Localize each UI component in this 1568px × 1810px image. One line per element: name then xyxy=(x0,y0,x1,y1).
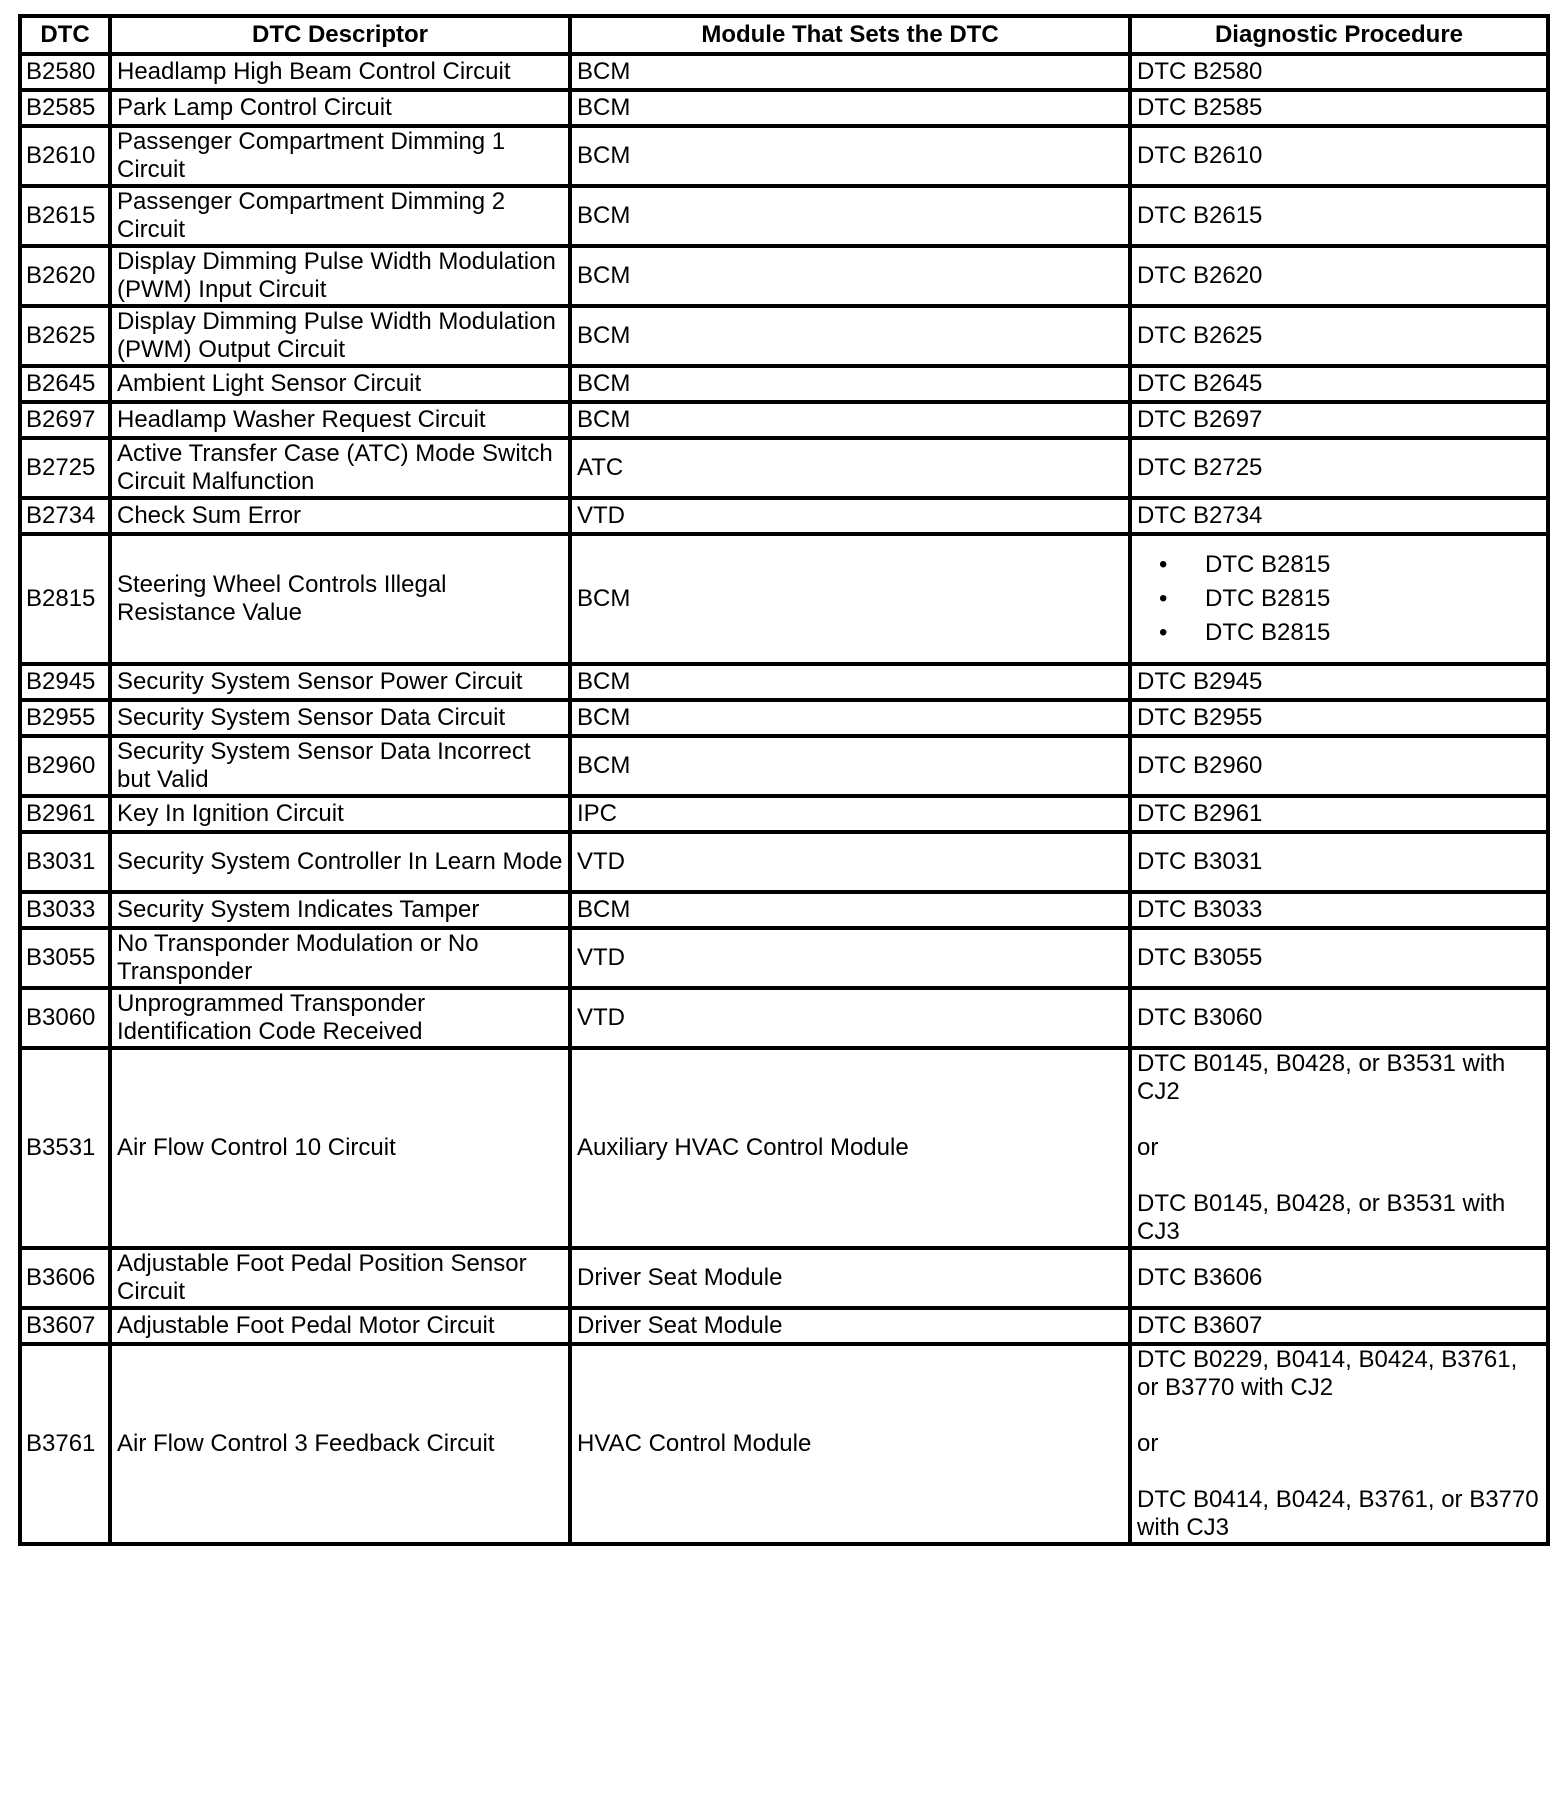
procedure-list-item: • DTC B2815 xyxy=(1205,548,1541,582)
dtc-code: B3060 xyxy=(20,988,110,1048)
procedure-list xyxy=(1137,548,1541,650)
table-row xyxy=(20,54,1548,90)
dtc-module: BCM xyxy=(570,186,1130,246)
dtc-module: BCM xyxy=(570,306,1130,366)
header-descriptor: DTC Descriptor xyxy=(110,16,570,54)
dtc-code: B2585 xyxy=(20,90,110,126)
header-module: Module That Sets the DTC xyxy=(570,16,1130,54)
dtc-code: B2697 xyxy=(20,402,110,438)
table-row xyxy=(20,1344,1548,1544)
dtc-module: VTD xyxy=(570,498,1130,534)
table-row xyxy=(20,366,1548,402)
dtc-code: B2625 xyxy=(20,306,110,366)
dtc-code: B2955 xyxy=(20,700,110,736)
dtc-descriptor: Passenger Compartment Dimming 1 Circuit xyxy=(110,126,570,186)
diagnostic-procedure: DTC B3055 xyxy=(1130,928,1548,988)
procedure-option: DTC B0414, B0424, B3761, or B3770 with CJ3 xyxy=(1137,1486,1539,1541)
dtc-module: BCM xyxy=(570,246,1130,306)
dtc-code: B3033 xyxy=(20,892,110,928)
dtc-code: B2620 xyxy=(20,246,110,306)
dtc-descriptor: Headlamp High Beam Control Circuit xyxy=(110,54,570,90)
table-row xyxy=(20,736,1548,796)
dtc-descriptor: Steering Wheel Controls Illegal Resistance Value xyxy=(110,534,570,664)
dtc-code: B3055 xyxy=(20,928,110,988)
dtc-module: BCM xyxy=(570,892,1130,928)
dtc-module: BCM xyxy=(570,534,1130,664)
dtc-module: BCM xyxy=(570,366,1130,402)
dtc-code: B2725 xyxy=(20,438,110,498)
dtc-descriptor: Display Dimming Pulse Width Modulation (PWM) Input Circuit xyxy=(110,246,570,306)
dtc-module: BCM xyxy=(570,664,1130,700)
dtc-descriptor: Ambient Light Sensor Circuit xyxy=(110,366,570,402)
table-row xyxy=(20,700,1548,736)
procedure-option: DTC B0229, B0414, B0424, B3761, or B3770 with CJ2 xyxy=(1137,1346,1518,1401)
procedure-list-item: • DTC B2815 xyxy=(1205,582,1541,616)
dtc-module: VTD xyxy=(570,832,1130,892)
dtc-module: VTD xyxy=(570,928,1130,988)
dtc-code: B3606 xyxy=(20,1248,110,1308)
diagnostic-procedure: DTC B2620 xyxy=(1130,246,1548,306)
table-row xyxy=(20,126,1548,186)
dtc-code: B3761 xyxy=(20,1344,110,1544)
dtc-descriptor: Security System Controller In Learn Mode xyxy=(110,832,570,892)
table-row xyxy=(20,534,1548,664)
diagnostic-procedure: DTC B2585 xyxy=(1130,90,1548,126)
procedure-option: DTC B0145, B0428, or B3531 with CJ3 xyxy=(1137,1190,1506,1245)
procedure-or-text: or xyxy=(1137,1430,1159,1457)
dtc-descriptor: Security System Indicates Tamper xyxy=(110,892,570,928)
dtc-descriptor: Security System Sensor Data Incorrect but Valid xyxy=(110,736,570,796)
dtc-code: B3607 xyxy=(20,1308,110,1344)
procedure-option: DTC B0145, B0428, or B3531 with CJ2 xyxy=(1137,1050,1506,1105)
dtc-descriptor: Adjustable Foot Pedal Motor Circuit xyxy=(110,1308,570,1344)
diagnostic-procedure: DTC B2955 xyxy=(1130,700,1548,736)
dtc-code: B2945 xyxy=(20,664,110,700)
diagnostic-procedure: DTC B2945 xyxy=(1130,664,1548,700)
diagnostic-procedure xyxy=(1130,534,1548,664)
dtc-module: BCM xyxy=(570,736,1130,796)
dtc-code: B2580 xyxy=(20,54,110,90)
header-procedure: Diagnostic Procedure xyxy=(1130,16,1548,54)
diagnostic-procedure: DTC B3031 xyxy=(1130,832,1548,892)
dtc-descriptor: Passenger Compartment Dimming 2 Circuit xyxy=(110,186,570,246)
procedure-list-item: • DTC B2815 xyxy=(1205,616,1541,650)
dtc-descriptor: Adjustable Foot Pedal Position Sensor Circuit xyxy=(110,1248,570,1308)
dtc-module: BCM xyxy=(570,700,1130,736)
dtc-module: IPC xyxy=(570,796,1130,832)
table-row xyxy=(20,832,1548,892)
dtc-module: VTD xyxy=(570,988,1130,1048)
dtc-module: ATC xyxy=(570,438,1130,498)
table-row xyxy=(20,306,1548,366)
diagnostic-procedure: DTC B3060 xyxy=(1130,988,1548,1048)
table-header xyxy=(20,16,1548,54)
dtc-descriptor: Air Flow Control 10 Circuit xyxy=(110,1048,570,1248)
table-row xyxy=(20,928,1548,988)
diagnostic-procedure: DTC B2645 xyxy=(1130,366,1548,402)
diagnostic-procedure: DTC B3606 xyxy=(1130,1248,1548,1308)
header-dtc: DTC xyxy=(20,16,110,54)
dtc-code: B2610 xyxy=(20,126,110,186)
dtc-descriptor: No Transponder Modulation or No Transponder xyxy=(110,928,570,988)
dtc-descriptor: Check Sum Error xyxy=(110,498,570,534)
dtc-code: B2734 xyxy=(20,498,110,534)
diagnostic-procedure xyxy=(1130,1344,1548,1544)
diagnostic-procedure: DTC B2725 xyxy=(1130,438,1548,498)
dtc-code: B3531 xyxy=(20,1048,110,1248)
table-row xyxy=(20,1048,1548,1248)
table-row xyxy=(20,1308,1548,1344)
dtc-descriptor: Security System Sensor Power Circuit xyxy=(110,664,570,700)
table-body xyxy=(20,54,1548,1544)
table-row xyxy=(20,90,1548,126)
diagnostic-procedure: DTC B2960 xyxy=(1130,736,1548,796)
table-row xyxy=(20,796,1548,832)
diagnostic-procedure: DTC B2961 xyxy=(1130,796,1548,832)
table-row xyxy=(20,186,1548,246)
dtc-module: BCM xyxy=(570,402,1130,438)
dtc-descriptor: Display Dimming Pulse Width Modulation (PWM) Output Circuit xyxy=(110,306,570,366)
diagnostic-procedure: DTC B3607 xyxy=(1130,1308,1548,1344)
diagnostic-procedure: DTC B2625 xyxy=(1130,306,1548,366)
diagnostic-procedure xyxy=(1130,1048,1548,1248)
dtc-descriptor: Key In Ignition Circuit xyxy=(110,796,570,832)
dtc-table xyxy=(18,14,1550,1546)
dtc-descriptor: Active Transfer Case (ATC) Mode Switch Circuit Malfunction xyxy=(110,438,570,498)
dtc-descriptor: Air Flow Control 3 Feedback Circuit xyxy=(110,1344,570,1544)
dtc-module: Driver Seat Module xyxy=(570,1308,1130,1344)
diagnostic-procedure: DTC B2615 xyxy=(1130,186,1548,246)
diagnostic-procedure: DTC B2697 xyxy=(1130,402,1548,438)
dtc-module: BCM xyxy=(570,126,1130,186)
dtc-code: B3031 xyxy=(20,832,110,892)
dtc-descriptor: Unprogrammed Transponder Identification Code Received xyxy=(110,988,570,1048)
table-row xyxy=(20,664,1548,700)
table-row xyxy=(20,498,1548,534)
table-row xyxy=(20,1248,1548,1308)
dtc-module: BCM xyxy=(570,54,1130,90)
dtc-descriptor: Park Lamp Control Circuit xyxy=(110,90,570,126)
header-row xyxy=(20,16,1548,54)
dtc-module: Auxiliary HVAC Control Module xyxy=(570,1048,1130,1248)
diagnostic-procedure: DTC B2580 xyxy=(1130,54,1548,90)
diagnostic-procedure: DTC B2610 xyxy=(1130,126,1548,186)
dtc-code: B2645 xyxy=(20,366,110,402)
diagnostic-procedure: DTC B2734 xyxy=(1130,498,1548,534)
dtc-code: B2961 xyxy=(20,796,110,832)
dtc-module: Driver Seat Module xyxy=(570,1248,1130,1308)
table-row xyxy=(20,892,1548,928)
dtc-code: B2615 xyxy=(20,186,110,246)
table-row xyxy=(20,438,1548,498)
table-row xyxy=(20,246,1548,306)
dtc-descriptor: Security System Sensor Data Circuit xyxy=(110,700,570,736)
table-row xyxy=(20,402,1548,438)
dtc-module: BCM xyxy=(570,90,1130,126)
dtc-code: B2960 xyxy=(20,736,110,796)
dtc-descriptor: Headlamp Washer Request Circuit xyxy=(110,402,570,438)
table-row xyxy=(20,988,1548,1048)
dtc-module: HVAC Control Module xyxy=(570,1344,1130,1544)
procedure-or-text: or xyxy=(1137,1134,1159,1161)
dtc-code: B2815 xyxy=(20,534,110,664)
diagnostic-procedure: DTC B3033 xyxy=(1130,892,1548,928)
